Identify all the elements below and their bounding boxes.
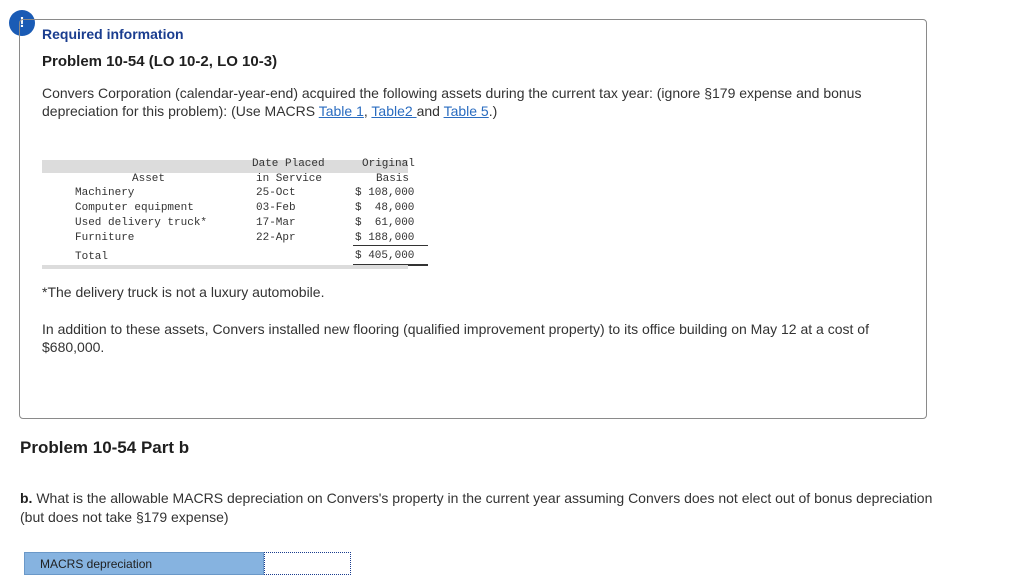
- intro-sep1: ,: [363, 103, 372, 119]
- header-date-line1: Date Placed: [252, 158, 325, 170]
- header-date-line2: in Service: [256, 173, 323, 185]
- table-2-link[interactable]: Table2: [371, 103, 417, 119]
- table-5-link[interactable]: Table 5: [443, 103, 489, 119]
- row-asset: Computer equipment: [75, 202, 194, 214]
- problem-title: Problem 10-54 (LO 10-2, LO 10-3): [42, 53, 278, 70]
- part-title: Problem 10-54 Part b: [20, 438, 190, 457]
- required-information-heading: Required information: [42, 26, 184, 42]
- total-label: Total: [75, 251, 109, 263]
- table-1-link[interactable]: Table 1: [318, 103, 364, 119]
- row-date: 03-Feb: [256, 202, 296, 214]
- header-asset: Asset: [132, 173, 166, 185]
- intro-end: .): [488, 103, 498, 119]
- total-basis: $ 405,000: [355, 250, 415, 262]
- row-date: 17-Mar: [256, 217, 296, 229]
- header-basis-line2: Basis: [376, 173, 410, 185]
- intro-sep2: and: [416, 103, 444, 119]
- additional-info: In addition to these assets, Convers installed new flooring (qualified improvement property) to its office building on May 12 at a cost of $680,000.: [42, 321, 869, 355]
- row-asset: Machinery: [75, 187, 135, 199]
- row-asset: Furniture: [75, 232, 135, 244]
- alert-icon: !: [9, 10, 35, 36]
- row-basis: $ 61,000: [355, 217, 415, 229]
- row-date: 22-Apr: [256, 232, 296, 244]
- subtotal-rule: [353, 245, 428, 246]
- answer-label: MACRS depreciation: [24, 552, 264, 575]
- row-asset: Used delivery truck*: [75, 217, 208, 229]
- intro-text: Convers Corporation (calendar-year-end) acquired the following assets during the current tax year: (ignore §179 expense and bonus depreciation for this problem): (Use MACRS: [42, 85, 862, 119]
- row-basis: $ 48,000: [355, 202, 415, 214]
- question-prefix: b.: [20, 490, 33, 506]
- question-text: [20, 489, 940, 527]
- row-basis: $ 108,000: [355, 187, 415, 199]
- footnote: *The delivery truck is not a luxury automobile.: [42, 284, 325, 300]
- table-header-shade: [42, 160, 408, 173]
- macrs-depreciation-input[interactable]: [264, 552, 351, 575]
- question-body: What is the allowable MACRS depreciation on Convers's property in the current year assuming Convers does not elect out of bonus depreciation (but does not take §179 expense): [20, 490, 933, 525]
- table-footer-shade: [42, 265, 408, 269]
- header-basis-line1: Original: [362, 158, 415, 170]
- row-date: 25-Oct: [256, 187, 296, 199]
- problem-intro: [42, 84, 872, 120]
- row-basis: $ 188,000: [355, 232, 415, 244]
